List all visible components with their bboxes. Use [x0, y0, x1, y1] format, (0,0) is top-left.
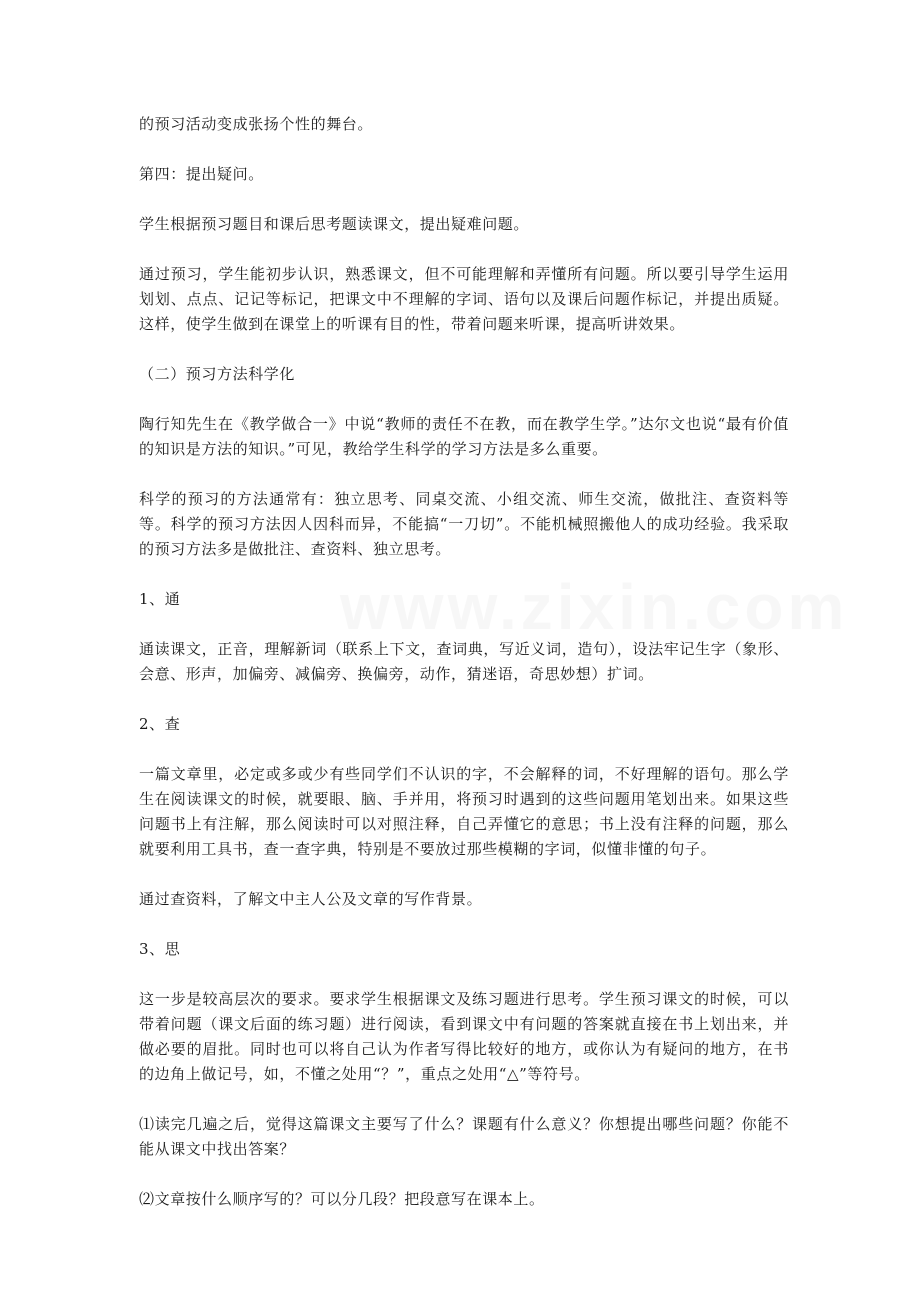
paragraph-si: 这一步是较高层次的要求。要求学生根据课文及练习题进行思考。学生预习课文的时候，可以带着问题（课文后面的练习题）进行阅读，看到课文中有问题的答案就直接在书上划出来，并做必要的眉批。同时也可以将自己认为作者写得比较好的地方，或你认为有疑问的地方，在书的边角上做记号，如，不懂之处用“？”，重点之处用“△”等符号。: [139, 990, 789, 1083]
paragraph-cha: 一篇文章里，必定或多或少有些同学们不认识的字，不会解释的词，不好理解的语句。那么学生在阅读课文的时候，就要眼、脑、手并用，将预习时遇到的这些问题用笔划出来。如果这些问题书上有注解，那么阅读时可以对照注释，自己弄懂它的意思；书上没有注释的问题，那么就要利用工具书，查一查字典，特别是不要放过那些模糊的字词，似懂非懂的句子。: [139, 765, 789, 858]
paragraph-tong: 通读课文，正音，理解新词（联系上下文，查词典，写近义词，造句），设法牢记生字（象形、会意、形声，加偏旁、减偏旁、换偏旁，动作，猜迷语，奇思妙想）扩词。: [139, 640, 789, 683]
document-body: [139, 112, 789, 1237]
question-item-2: ⑵文章按什么顺序写的？可以分几段？把段意写在课本上。: [139, 1190, 545, 1208]
paragraph-methods: 科学的预习的方法通常有：独立思考、同桌交流、小组交流、师生交流，做批注、查资料等等。科学的预习方法因人因科而异，不能搞“一刀切”。不能机械照搬他人的成功经验。我采取的预习方法多是做批注、查资料、独立思考。: [139, 490, 789, 558]
paragraph-preview-marks: 通过预习，学生能初步认识，熟悉课文，但不可能理解和弄懂所有问题。所以要引导学生运用划划、点点、记记等标记，把课文中不理解的字词、语句以及课后问题作标记，并提出质疑。这样，使学生做到在课堂上的听课有目的性，带着问题来听课，提高听讲效果。: [139, 265, 789, 333]
paragraph-continuation: 的预习活动变成张扬个性的舞台。: [139, 115, 374, 133]
paragraph-read-questions: 学生根据预习题目和课后思考题读课文，提出疑难问题。: [139, 215, 530, 233]
heading-cha: 2、查: [139, 715, 181, 733]
heading-si: 3、思: [139, 940, 181, 958]
heading-tong: 1、通: [139, 590, 181, 608]
paragraph-background: 通过查资料，了解文中主人公及文章的写作背景。: [139, 890, 483, 908]
paragraph-quote: 陶行知先生在《教学做合一》中说“教师的责任不在教，而在教学生学。”达尔文也说“最有价值的知识是方法的知识。”可见，教给学生科学的学习方法是多么重要。: [139, 415, 789, 458]
heading-scientific-method: （二）预习方法科学化: [139, 365, 296, 383]
question-item-1: ⑴读完几遍之后，觉得这篇课文主要写了什么？课题有什么意义？你想提出哪些问题？你能不能从课文中找出答案？: [139, 1115, 789, 1158]
heading-step-four: 第四：提出疑问。: [139, 165, 264, 183]
watermark: www.zixin.com: [340, 571, 849, 643]
